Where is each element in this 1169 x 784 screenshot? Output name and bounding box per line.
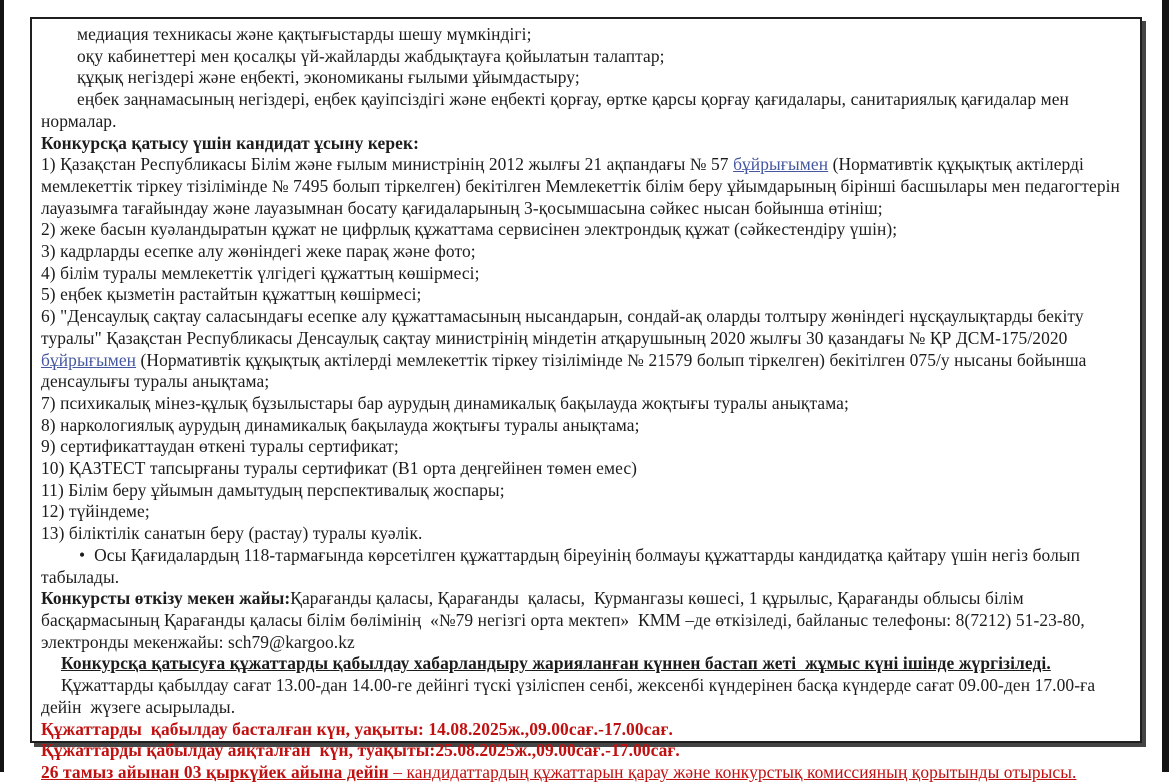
text-run: 10) ҚАЗТЕСТ тапсырғаны туралы сертификат (В1 орта деңгейінен төмен емес) [41, 458, 638, 479]
heading-candidate-documents [41, 133, 1130, 155]
scan-edge-left [0, 0, 4, 772]
text-run: Конкурсқа қатысуға құжаттарды қабылдау хабарландыру жарияланған күннен бастап жеті жұмыс күні ішінде жүргізіледі. [61, 653, 1051, 674]
text-run: (Нормативтік құқықтық актілерді мемлекеттік тіркеу тізілімінде № 21579 болып тіркелген) бекітілген 075/у нысаны бойынша денсаулығы туралы анықтама; [41, 349, 1087, 392]
qualification-line-1 [41, 24, 1130, 46]
text-run: Осы Қағидалардың 118-тармағында көрсетілген құжаттардың біреуінің болмауы құжаттарды кандидатқа қайтару үшін негіз болып табылады. [41, 544, 1081, 587]
qualification-line-2 [41, 46, 1130, 68]
document-item-9 [41, 436, 1130, 458]
note-bullet [41, 545, 1130, 588]
text-run: – кандидаттардың құжаттарын қарау және конкурстық комиссияның қорытынды отырысы. [388, 761, 1077, 782]
text-run: 9) сертификаттаудан өткені туралы сертификат; [41, 436, 399, 457]
text-run: еңбек заңнамасының негіздері, еңбек қауіпсіздігі және еңбекті қорғау, өртке қарсы қорғау қағидалары, санитариялық қағидалар мен нормалар. [41, 89, 1069, 131]
text-run: 6) "Денсаулық сақтау саласындағы есепке алу құжаттамасының нысандарын, сондай-ақ оларды толтыру жөніндегі нұсқаулықтарды бекіту туралы" Қазақстан Республикасы Денсаулық сақтау министрінің міндетін атқарушының 2020 жылғы 30 қазандағы № ҚР ДСМ-175/2020 [41, 306, 1084, 348]
document-item-7 [41, 393, 1130, 415]
text-run: 7) психикалық мінез-құлық бұзылыстары бар аурудың динамикалық бақылауда жоқтығы туралы анықтама; [41, 392, 849, 413]
text-run: 12) түйіндеме; [41, 501, 150, 522]
document-item-13 [41, 523, 1130, 545]
text-run: Құжаттарды қабылдау сағат 13.00-дан 14.00-ге дейінгі түскі үзіліспен сенбі, жексенбі күндерінен басқа күндерде сағат 09.00-ден 17.00-ға дейін жүзеге асырылады. [41, 675, 1096, 717]
document-content [41, 24, 1130, 784]
document-item-3 [41, 241, 1130, 263]
document-item-4 [41, 263, 1130, 285]
qualification-line-4 [41, 89, 1130, 132]
text-run: 1) Қазақстан Республикасы Білім және ғылым министрінің 2012 жылғы 21 ақпандағы № 57 [41, 154, 734, 175]
text-run: 26 тамыз айынан 03 қыркүйек айына дейін [41, 761, 389, 782]
text-run: оқу кабинеттері мен қосалқы үй-жайларды жабдықтауға қойылатын талаптар; [77, 45, 665, 66]
text-run: 5) еңбек қызметін растайтын құжаттың көшірмесі; [41, 284, 422, 305]
acceptance-start-date [41, 719, 1130, 741]
document-item-11 [41, 480, 1130, 502]
document-item-5 [41, 284, 1130, 306]
text-run: Қарағанды қаласы, Қарағанды қаласы, Курмангазы көшесі, 1 құрылыс, Қарағанды облысы білім басқармасының Қарағанды қаласы білім бөлімінің «№79 негізгі орта мектеп» КММ –де өткізіледі, байланыс телефоны: 8(7212) 51-23-80, электронды мекенжайы: sch79@kargoo.kz [41, 588, 1085, 652]
order-link[interactable]: бұйрығымен [733, 154, 829, 175]
scan-edge-right [1162, 0, 1169, 772]
text-run: 2) жеке басын куәландыратын құжат не цифрлық құжаттама сервисінен электрондық құжат (сәйкестендіру үшін); [41, 219, 898, 240]
document-border-box [30, 17, 1142, 782]
document-item-1 [41, 154, 1130, 219]
document-item-10 [41, 458, 1130, 480]
text-run: 13) біліктілік санатын беру (растау) туралы куәлік. [41, 523, 423, 544]
document-item-6 [41, 306, 1130, 393]
text-run: (Нормативтік құқықтық актілерді мемлекеттік тіркеу тізілімінде № 7495 болып тіркелген) бекітілген Мемлекеттік білім беру ұйымдарының бірінші басшылары мен педагогтерін лауазымға тағайындау және лауазымнан босату қағидаларының 3-қосымшасына сәйкес нысан бойынша өтініш; [41, 154, 1120, 218]
qualification-line-3 [41, 67, 1130, 89]
document-item-2 [41, 219, 1130, 241]
acceptance-period-heading [41, 653, 1130, 675]
text-run: Құжаттарды қабылдау аяқталған күн, туақыты:25.08.2025ж.,09.00сағ.-17.00сағ. [41, 740, 680, 761]
text-run: медиация техникасы және қақтығыстарды шешу мүмкіндігі; [77, 24, 532, 44]
acceptance-end-date [41, 740, 1130, 762]
venue-paragraph [41, 588, 1130, 653]
text-run: құқық негіздері және еңбекті, экономиканы ғылыми ұйымдастыру; [77, 67, 580, 88]
text-run: 3) кадрларды есепке алу жөніндегі жеке парақ және фото; [41, 241, 476, 262]
acceptance-hours [41, 675, 1130, 718]
document-item-8 [41, 415, 1130, 437]
document-item-12 [41, 501, 1130, 523]
text-run: Конкурсты өткізу мекен жайы: [41, 588, 291, 609]
review-period [41, 762, 1130, 784]
text-run: Конкурсқа қатысу үшін кандидат ұсыну керек: [41, 132, 419, 153]
text-run: Құжаттарды қабылдау басталған күн, уақыты: 14.08.2025ж.,09.00сағ.-17.00сағ. [41, 718, 673, 739]
text-run: 4) білім туралы мемлекеттік үлгідегі құжаттың көшірмесі; [41, 262, 480, 283]
order-link[interactable]: бұйрығымен [41, 349, 137, 370]
text-run: 8) наркологиялық аурудың динамикалық бақылауда жоқтығы туралы анықтама; [41, 414, 640, 435]
bullet-marker: • [79, 544, 95, 565]
text-run: 11) Білім беру ұйымын дамытудың перспективалық жоспары; [41, 479, 505, 500]
